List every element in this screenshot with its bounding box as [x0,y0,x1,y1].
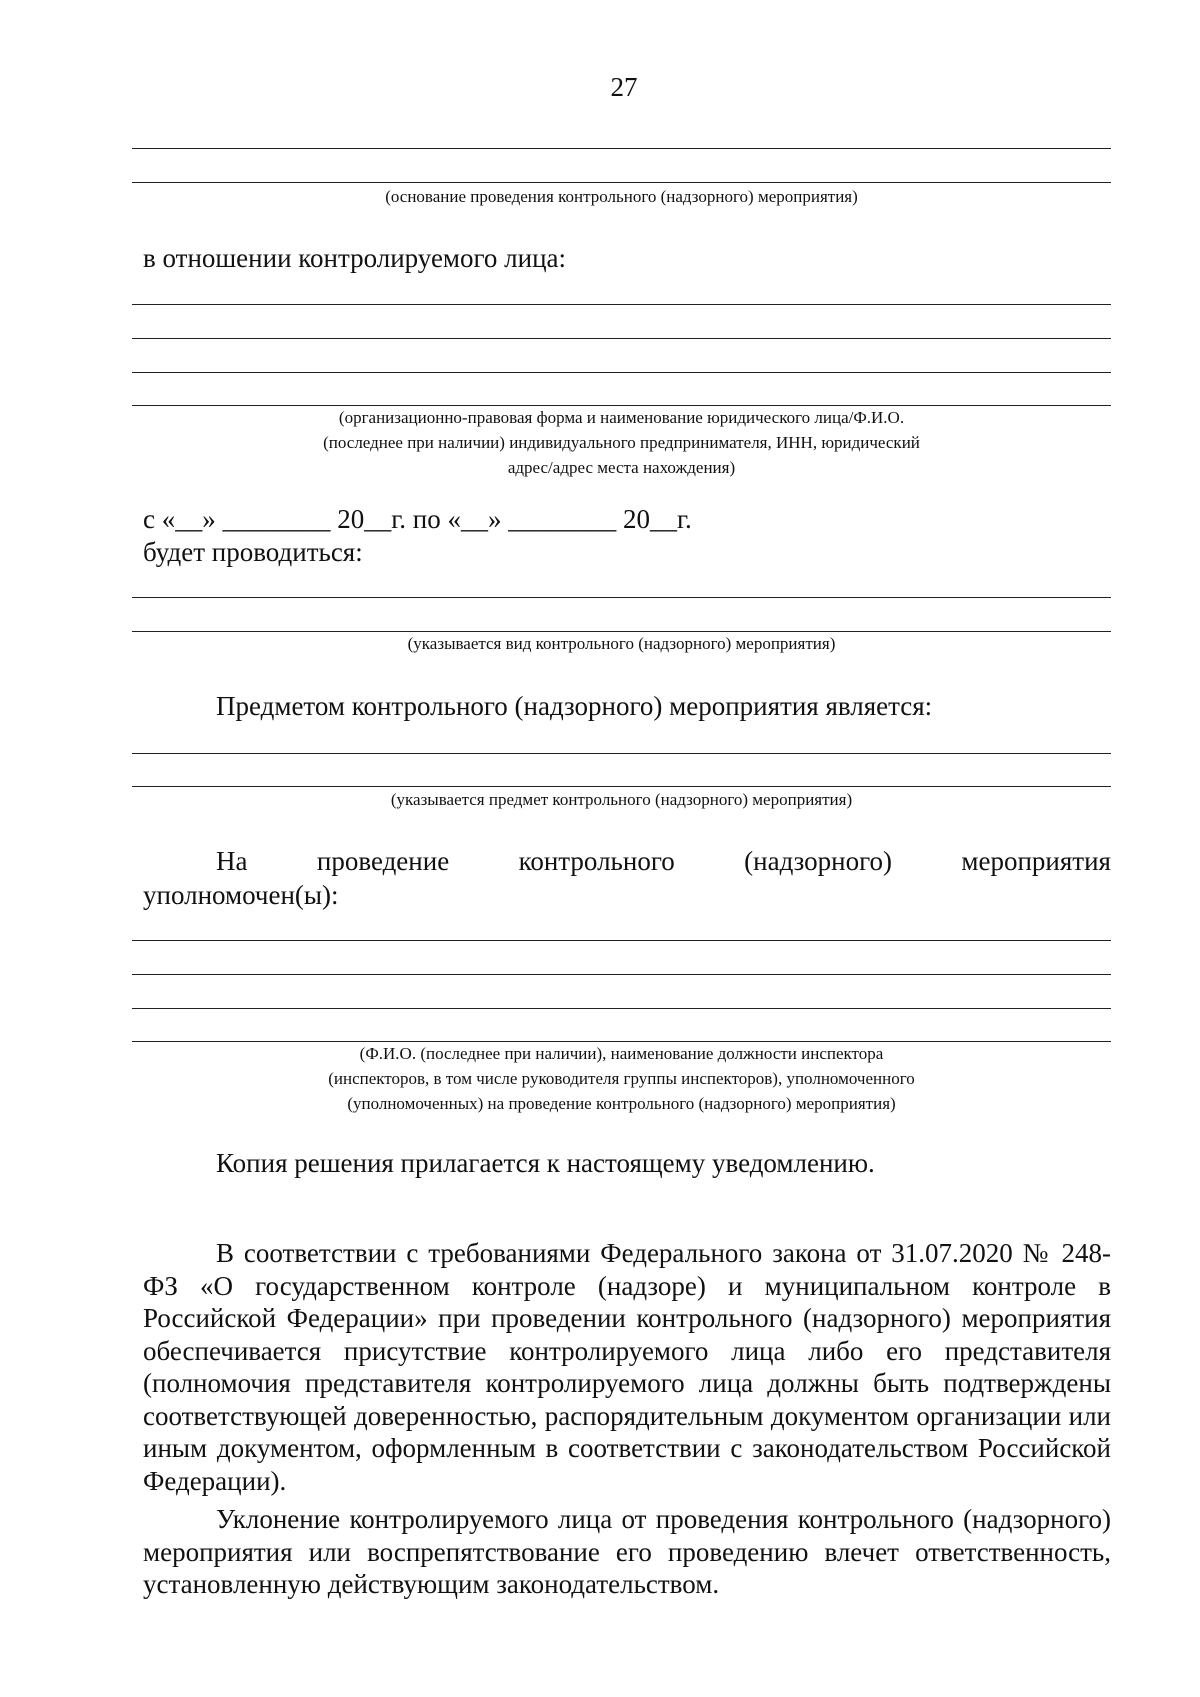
blank-line [132,182,1111,183]
will-be-held-label: будет проводиться: [143,537,363,567]
caption-org-line-1: (организационно-правовая форма и наименование юридического лица/Ф.И.О. [338,408,905,427]
blank-line [132,148,1111,149]
caption-type: (указывается вид контрольного (надзорного) мероприятия) [407,634,836,653]
caption-org-line-3: адрес/адрес места нахождения) [507,458,736,477]
blank-line [132,338,1111,339]
copy-attached: Копия решения прилагается к настоящему уведомлению. [216,1148,875,1178]
caption-inspector-line-1: (Ф.И.О. (последнее при наличии), наименование должности инспектора [359,1044,884,1063]
blank-line [132,304,1111,305]
paragraph-evasion: Уклонение контролируемого лица от проведения контрольного (надзорного) мероприятия или воспрепятствование его проведению влечет ответственность, установленную действующим законодательством. [143,1504,1111,1599]
blank-line [132,372,1111,373]
caption-inspector-line-3: (уполномоченных) на проведение контрольного (надзорного) мероприятия) [347,1094,896,1113]
authorized-word: проведение [316,846,450,876]
authorized-word: На [216,846,248,876]
caption-inspector-line-2: (инспекторов, в том числе руководителя группы инспекторов), уполномоченного [328,1069,915,1088]
caption-org-line-2: (последнее при наличии) индивидуального предпринимателя, ИНН, юридический [323,433,920,452]
paragraph-law: В соответствии с требованиями Федерального закона от 31.07.2020 № 248-ФЗ «О государственном контроле (надзоре) и муниципальном контроле в Российской Федерации» при проведении контрольного (надзорного) мероприятия обеспечивается присутствие контролируемого лица либо его представителя (полномочия представителя контролируемого лица должны быть подтверждены соответствующей доверенностью, распорядительным документом организации или иным документом, оформленным в соответствии с законодательством Российской Федерации). [143,1238,1111,1496]
blank-line [132,597,1111,598]
blank-line [132,786,1111,787]
subject-heading: Предметом контрольного (надзорного) мероприятия является: [216,691,933,721]
blank-line [132,974,1111,975]
authorized-tail: уполномочен(ы): [143,880,339,910]
caption-subject: (указывается предмет контрольного (надзорного) мероприятия) [390,790,853,809]
authorized-word: (надзорного) [744,846,892,876]
caption-basis: (основание проведения контрольного (надзорного) мероприятия) [385,187,858,206]
page-number: 27 [610,72,638,102]
blank-line [132,940,1111,941]
date-range: с «__» ________ 20__г. по «__» ________ 20__г. [143,504,692,534]
authorized-word: контрольного [518,846,675,876]
authorized-word: мероприятия [961,846,1111,876]
label-controlled-person: в отношении контролируемого лица: [143,243,567,273]
blank-line [132,753,1111,754]
blank-line [132,1008,1111,1009]
authorized-line [143,845,1111,877]
